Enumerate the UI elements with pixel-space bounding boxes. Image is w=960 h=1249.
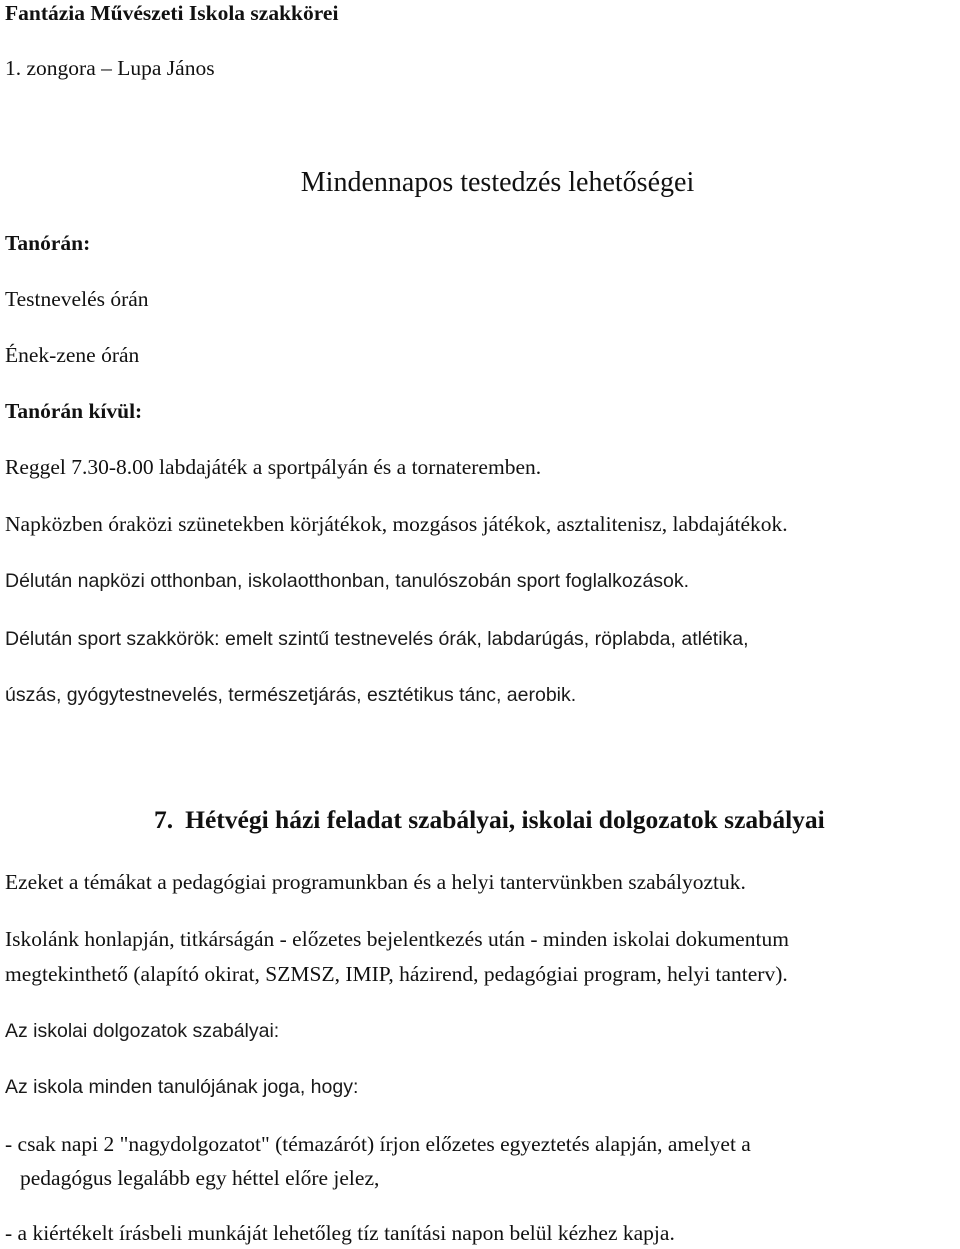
in-class-label: Tanórán:	[5, 231, 91, 255]
section-7-heading	[154, 805, 825, 835]
out-class-label: Tanórán kívül:	[5, 399, 143, 423]
student-rights-heading: Az iskola minden tanulójának joga, hogy:	[5, 1076, 359, 1098]
school-clubs-heading: Fantázia Művészeti Iskola szakkörei	[5, 1, 339, 25]
section-7-title: Hétvégi házi feladat szabályai, iskolai dolgozatok szabályai	[185, 805, 825, 834]
rights-bullet: - csak napi 2 "nagydolgozatot" (témazárót) írjon előzetes egyeztetés alapján, amelyet a	[5, 1132, 751, 1156]
out-class-item: úszás, gyógytestnevelés, természetjárás, esztétikus tánc, aerobik.	[5, 684, 577, 706]
paragraph-documents-line: Iskolánk honlapján, titkárságán - előzetes bejelentkezés után - minden iskolai dokumentum	[5, 927, 789, 951]
rights-bullet: - a kiértékelt írásbeli munkáját lehetőleg tíz tanítási napon belül kézhez kapja.	[5, 1221, 675, 1245]
paragraph-documents-line: megtekinthető (alapító okirat, SZMSZ, IMIP, házirend, pedagógiai program, helyi tanterv).	[5, 962, 788, 986]
out-class-item: Reggel 7.30-8.00 labdajáték a sportpályán és a tornateremben.	[5, 455, 542, 479]
section-7-number: 7.	[154, 805, 174, 834]
out-class-item: Délután sport szakkörök: emelt szintű testnevelés órák, labdarúgás, röplabda, atlétika,	[5, 628, 749, 650]
section-title: Mindennapos testedzés lehetőségei	[300, 167, 695, 198]
club-list-item: 1. zongora – Lupa János	[5, 56, 215, 80]
rights-bullet-continuation: pedagógus legalább egy héttel előre jelez,	[20, 1166, 380, 1190]
tests-rules-heading: Az iskolai dolgozatok szabályai:	[5, 1020, 280, 1042]
in-class-item: Ének-zene órán	[5, 343, 140, 367]
paragraph-topics: Ezeket a témákat a pedagógiai programunkban és a helyi tantervünkben szabályoztuk.	[5, 870, 746, 894]
out-class-item: Napközben óraközi szünetekben körjátékok, mozgásos játékok, asztalitenisz, labdajátékok.	[5, 512, 788, 536]
out-class-item: Délután napközi otthonban, iskolaotthonban, tanulószobán sport foglalkozások.	[5, 570, 690, 592]
in-class-item: Testnevelés órán	[5, 287, 149, 311]
